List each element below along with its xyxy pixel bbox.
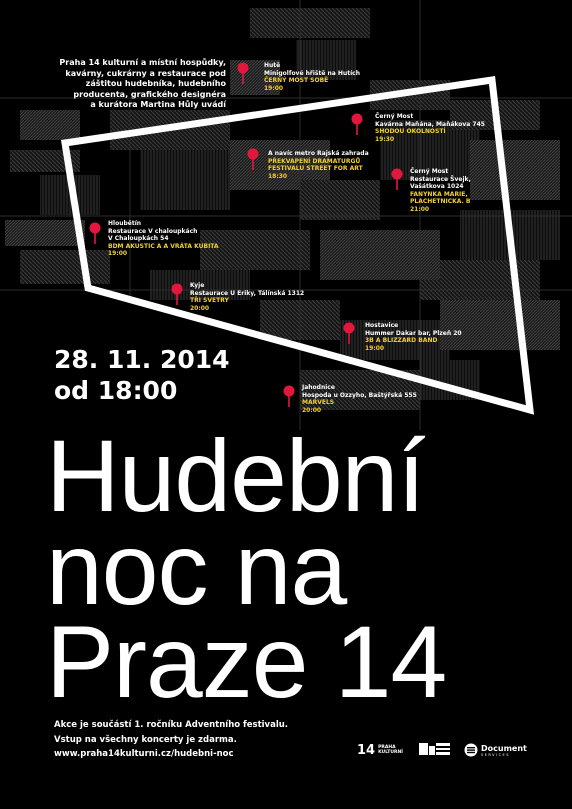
location-pin-icon — [342, 322, 356, 344]
document-services-icon — [464, 743, 478, 757]
festival-note: Akce je součástí 1. ročníku Adventního festivalu. — [54, 720, 289, 730]
venue-cerny-most-svejk: Černý Most Restaurace Švejk, Vašátkova 1024 FANYNKA MARIE, PLACHETNICKA. B 21:00 — [410, 168, 471, 213]
poster-title: Hudební noc na Praze 14 — [46, 419, 447, 719]
event-date — [54, 344, 230, 406]
date-line: 28. 11. 2014 — [54, 345, 230, 374]
website-link[interactable]: www.praha14kulturni.cz/hudebni-noc — [54, 749, 234, 759]
time-line: od 18:00 — [54, 376, 178, 405]
location-pin-icon — [170, 283, 184, 305]
venue-kyje: Kyje Restaurace U Eriky, Tálínská 1312 TŘI SVETRY 20:00 — [190, 282, 305, 312]
document-services-logo: Document SERVICES — [464, 738, 530, 762]
location-pin-icon — [246, 148, 260, 170]
location-pin-icon — [390, 168, 404, 190]
venue-cerny-most-manana: Černý Most Kavárna Maňána, Maňákova 745 SHODOU OKOLNOSTÍ 19:30 — [375, 113, 485, 143]
praha14-kulturni-logo: 14 PRAHA KULTURNÍ — [357, 742, 403, 758]
location-pin-icon — [282, 385, 296, 407]
footer-info — [54, 718, 288, 762]
venue-jahodnice: Jahodnice Hospoda u Ozzyho, Baštýřská 555 MARVELS 20:00 — [302, 384, 417, 414]
location-pin-icon — [236, 62, 250, 84]
municipal-logo-icon — [417, 738, 453, 762]
location-pin-icon — [350, 113, 364, 135]
free-entry-note: Vstup na všechny koncerty je zdarma. — [54, 734, 237, 745]
venue-metro-rajska-zahrada: A navíc metro Rajská zahrada PŘEKVAPENÍ DRAMATURGŮ FESTIVALU STREET FOR ART 18:30 — [268, 150, 369, 180]
venue-hute: Hutě Minigolfové hřiště na Hutích ČERNÝ MOST SOBĚ 19:00 — [264, 62, 360, 92]
location-pin-icon — [88, 222, 102, 244]
intro-text: Praha 14 kulturní a místní hospůdky, kavárny, cukrárny a restaurace pod záštitou hudebníka, hudebního producenta, grafického designéra a kurátora Martina Hůly uvádí — [59, 58, 226, 109]
venue-hostavice: Hostavice Hummer Dakar bar, Plzeň 20 3B A BLIZZARD BAND 19:00 — [365, 322, 462, 352]
venue-hloubetin: Hloubětín Restaurace V chaloupkách V Chaloupkách 54 BDM AKUSTIC A A VRÁTA KUBITA 19:00 — [108, 220, 219, 257]
